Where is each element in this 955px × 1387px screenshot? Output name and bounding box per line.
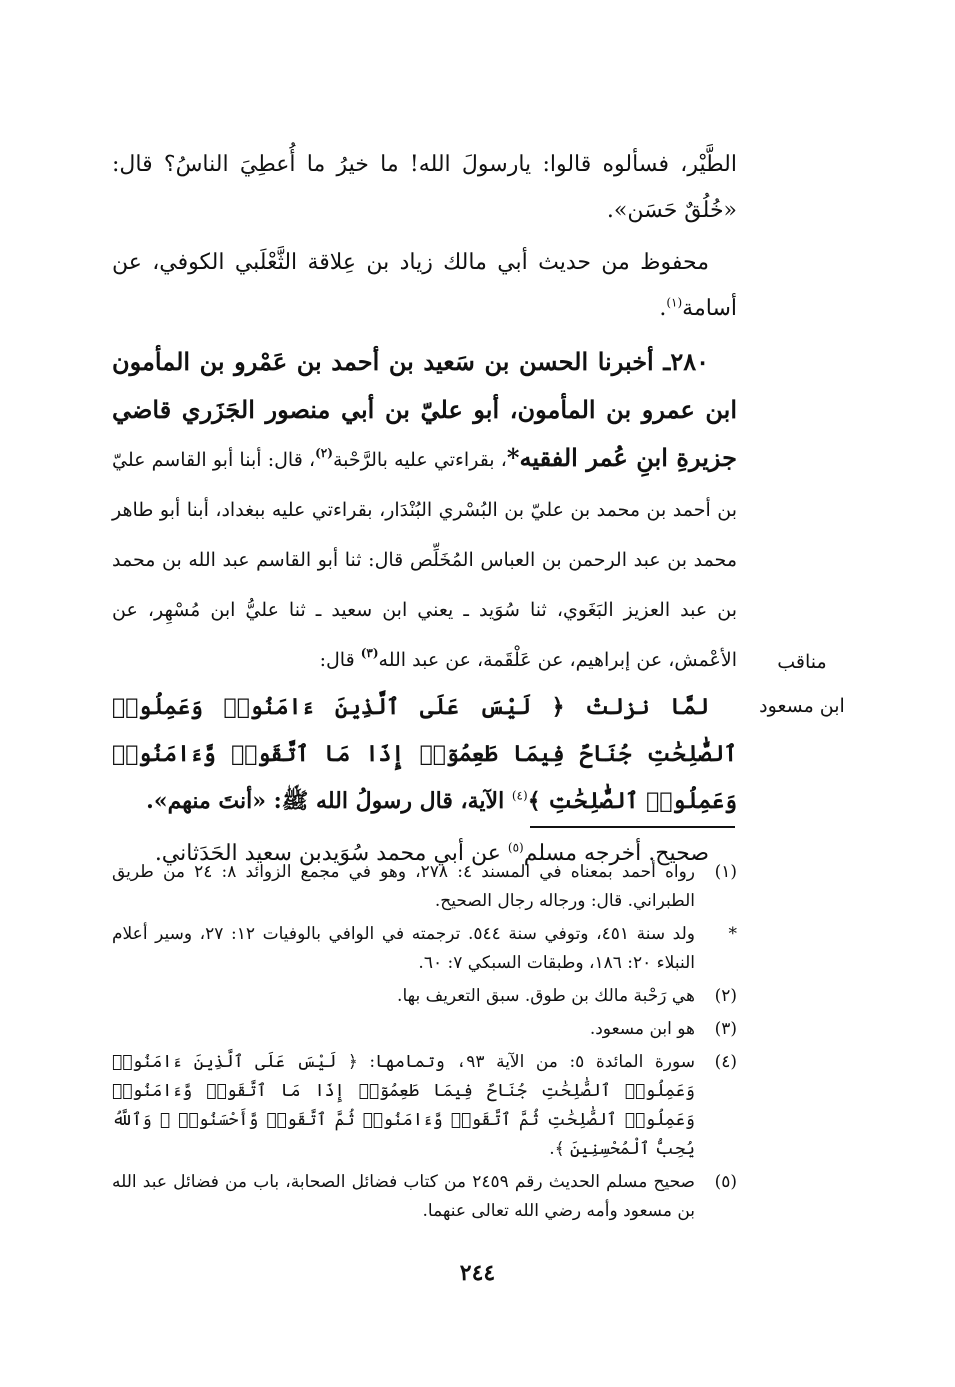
footnotes: [112, 858, 737, 1230]
footnote-number: (١): [714, 862, 737, 882]
paragraph-2: [112, 240, 737, 332]
quran-verse: لمَّا نزلتْ ﴿ لَيْسَ عَلَى ٱلَّذِينَ ءَامَنُوا۟ وَعَمِلُوا۟ ٱلصَّٰلِحَٰتِ جُنَاحٌ فِيمَا طَعِمُوٓا۟ إِذَا مَا ٱتَّقَوا۟ وَّءَامَنُوا۟ وَعَمِلُوا۟ ٱلصَّٰلِحَٰتِ ﴾: [112, 694, 737, 814]
footnote-number: (٤): [714, 1052, 737, 1072]
footnote-number: (٢): [714, 986, 737, 1006]
footnote-text: هو ابن مسعود.: [589, 1019, 695, 1039]
footnote-item: [112, 1048, 737, 1164]
footnote-number: *: [728, 924, 737, 944]
footnote-ref-2: (٢): [315, 446, 333, 460]
footnote-ref-1: (١): [666, 295, 683, 310]
footnote-item: [112, 982, 737, 1011]
footnote-text: سورة المائدة ٥: من الآية ٩٣، وتمامها: ﴿ لَيْسَ عَلَى ٱلَّذِينَ ءَامَنُوا۟ وَعَمِلُوا۟ ٱلصَّٰلِحَٰتِ جُنَاحٌ فِيمَا طَعِمُوٓا۟ إِذَا مَا ٱتَّقَوا۟ وَّءَامَنُوا۟ وَعَمِلُوا۟ ٱلصَّٰلِحَٰتِ ثُمَّ ٱتَّقَوا۟ وَّءَامَنُوا۟ ثُمَّ ٱتَّقَوا۟ وَّأَحْسَنُوا۟ ۗ وَٱللَّهُ يُحِبُّ ٱلْمُحْسِنِينَ ﴾.: [112, 1052, 695, 1159]
page-number: ٢٤٤: [459, 1260, 496, 1286]
footnote-ref-4: (٤): [511, 788, 528, 803]
footnote-text: رواه أحمد بمعناه في المسند ٤: ٢٧٨، وهو في مجمع الزوائد ٨: ٢٤ من طريق الطبراني. قال: ورجاله رجال الصحيح.: [112, 862, 695, 911]
hadith-280-chain-bold: ٢٨٠ـ أخبرنا الحسن بن سَعيد بن أحمد بن عَمْرو بن المأمون ابن عمرو بن المأمون، أبو عليّ بن أبي منصور الجَزَري قاضي جزيرةِ ابنِ عُمر الفقيه*: [112, 347, 737, 472]
main-text: [112, 142, 737, 877]
paragraph-2-end: .: [659, 296, 667, 321]
hadith-280-matn: [112, 684, 737, 825]
footnote-text: ولد سنة ٤٥١، وتوفي سنة ٥٤٤. ترجمته في الوافي بالوفيات ١٢: ٢٧، وسير أعلام النبلاء ٢٠: ١٨٦، وطبقات السبكي ٧: ٦٠.: [112, 924, 695, 973]
grading-text-b: عن أبي محمد سُوَيدبن سعيد الحَدَثاني.: [154, 841, 508, 866]
hadith-280-text-c: قال:: [319, 649, 361, 671]
footnote-number: (٣): [714, 1019, 737, 1039]
paragraph-1-text: الطَّيْر، فسألوه قالوا: يارسولَ الله! ما خيرُ ما أُعطِيَ الناسُ؟ قال: «خُلُقٌ حَسَن».: [112, 152, 737, 223]
margin-note: [752, 640, 852, 728]
footnote-item: [112, 1015, 737, 1044]
footnote-ref-5: (٥): [507, 840, 524, 855]
paragraph-2-text: محفوظ من حديث أبي مالك زياد بن عِلاقة الثَّعْلَبي الكوفي، عن أسامة: [112, 250, 737, 321]
margin-note-line-1: مناقب: [777, 651, 827, 673]
margin-note-line-2: ابن مسعود: [759, 695, 845, 717]
footnote-item: [112, 1168, 737, 1226]
hadith-280-matn-end: الآية، قال رسولُ الله ﷺ: «أنتَ منهم».: [146, 788, 512, 814]
footnote-text: هي رَحْبة مالك بن طوق. سبق التعريف بها.: [397, 986, 695, 1006]
footnote-ref-3: (٣): [360, 646, 379, 660]
footnote-number: (٥): [714, 1172, 737, 1192]
footnote-item: [112, 920, 737, 978]
hadith-280-text-a: ، بقراءتي عليه بالرَّحْبة: [332, 449, 507, 471]
footnote-item: [112, 858, 737, 916]
paragraph-1: [112, 142, 737, 234]
footnote-divider: [530, 826, 735, 828]
hadith-280: [112, 338, 737, 684]
grading-text-a: صحيح. أخرجه مسلم: [523, 841, 709, 866]
hadith-280-text-b: ، قال: أبنا أبو القاسم عليّ بن أحمد بن محمد بن عليّ بن البُسْري البُنْدَار، بقراءتي عليه ببغداد، أبنا أبو طاهر محمد بن عبد الرحمن بن العباس المُخَلِّص قال: ثنا أبو القاسم عبد الله بن محمد بن عبد العزيز البَغَوي، ثنا سُوَيد ـ يعني ابن سعيد ـ ثنا عليُّ ابن مُسْهِر، عن الأعْمش، عن إبراهيم، عن عَلْقَمة، عن عبد الله: [112, 449, 737, 671]
footnote-text: صحيح مسلم الحديث رقم ٢٤٥٩ من كتاب فضائل الصحابة، باب من فضائل عبد الله بن مسعود وأمه رضي الله تعالى عنهما.: [112, 1172, 695, 1221]
